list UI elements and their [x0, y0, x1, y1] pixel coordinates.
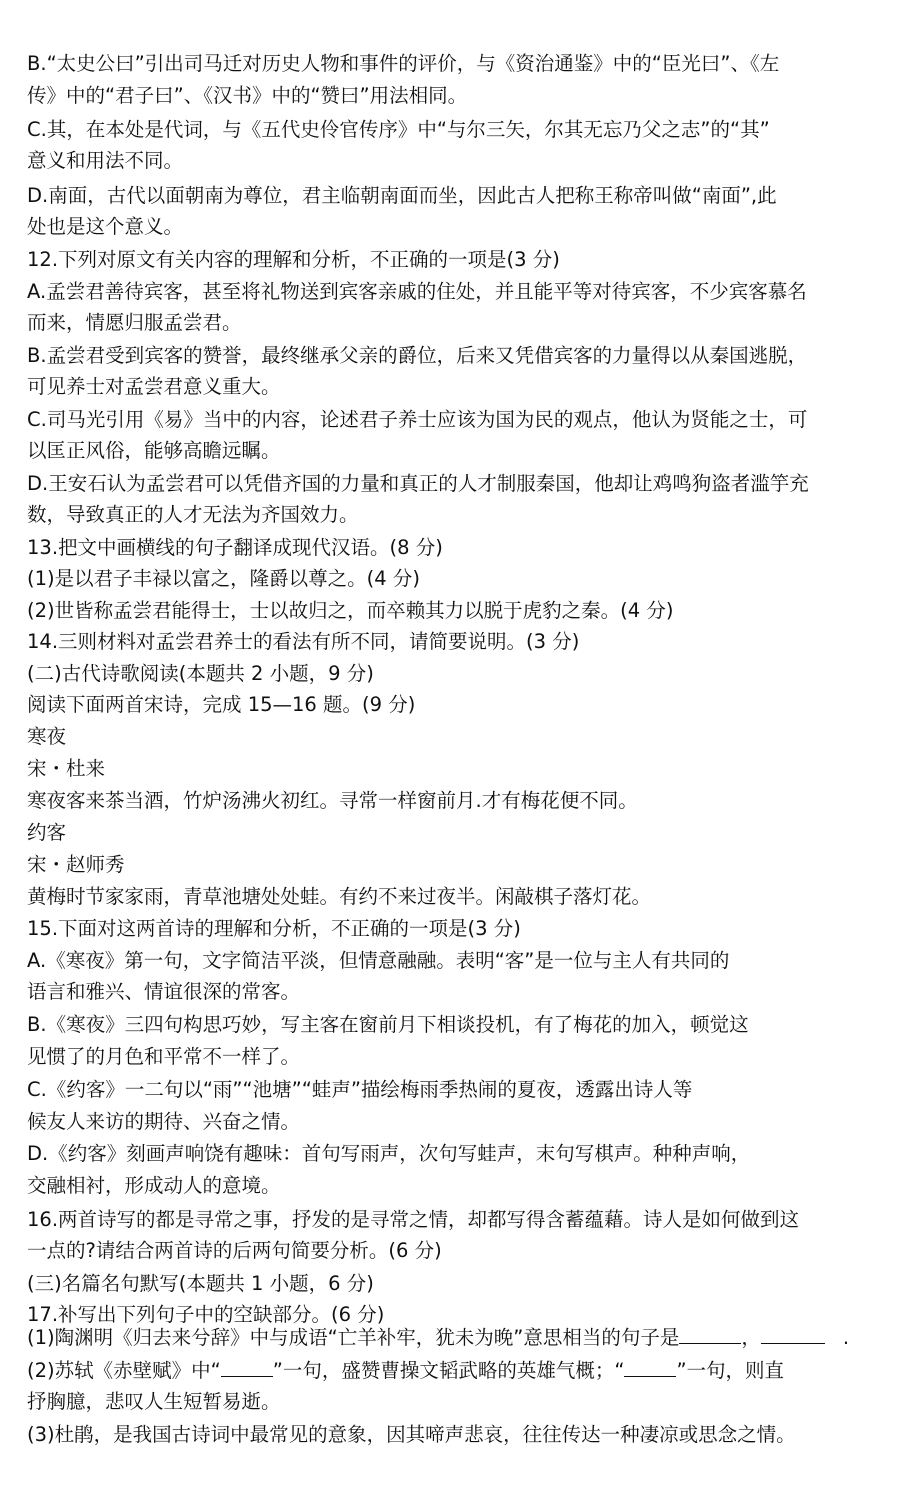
- q17-2-part1: (2)苏轼《赤壁赋》中“: [27, 1359, 221, 1382]
- text-line: 17.补写出下列句子中的空缺部分。(6 分): [27, 1303, 385, 1326]
- text-line: 意义和用法不同。: [27, 149, 184, 172]
- text-line: 候友人来访的期待、兴奋之情。: [27, 1110, 301, 1133]
- text-line: 交融相衬，形成动人的意境。: [27, 1174, 281, 1197]
- text-line: 可见养士对孟尝君意义重大。: [27, 375, 281, 398]
- q17-1-separator: ，: [741, 1326, 761, 1349]
- text-line: B.“太史公曰”引出司马迁对历史人物和事件的评价，与《资治通鉴》中的“臣光曰”、《左: [27, 52, 780, 75]
- text-line: 黄梅时节家家雨，青草池塘处处蛙。有约不来过夜半。闲敲棋子落灯花。: [27, 885, 652, 908]
- text-line: 以匡正风俗，能够高瞻远瞩。: [27, 439, 281, 462]
- text-line: (三)名篇名句默写(本题共 1 小题，6 分): [27, 1272, 374, 1295]
- text-line: D.王安石认为孟尝君可以凭借齐国的力量和真正的人才制服秦国，他却让鸡鸣狗盗者滥竽充: [27, 472, 809, 495]
- text-line: 寒夜客来茶当酒，竹炉汤沸火初红。寻常一样窗前月.才有梅花便不同。: [27, 789, 638, 812]
- q17-2-part3: ”一句，则直: [676, 1359, 785, 1382]
- text-line: 一点的?请结合两首诗的后两句简要分析。(6 分): [27, 1239, 442, 1262]
- answer-blank[interactable]: [761, 1323, 825, 1344]
- text-line: 见惯了的月色和平常不一样了。: [27, 1045, 301, 1068]
- text-line: 而来，情愿归服孟尝君。: [27, 311, 242, 334]
- text-line: 处也是这个意义。: [27, 215, 184, 238]
- q17-2-line2: 抒胸臆，悲叹人生短暂易逝。: [27, 1390, 281, 1413]
- text-line: (2)世皆称孟尝君能得士，士以故归之，而卒赖其力以脱于虎豹之秦。(4 分): [27, 599, 674, 622]
- q17-1-line: [27, 1322, 878, 1353]
- text-line: 数，导致真正的人才无法为齐国效力。: [27, 503, 359, 526]
- text-line: 语言和雅兴、情谊很深的常客。: [27, 980, 301, 1003]
- answer-blank[interactable]: [221, 1356, 273, 1377]
- text-line: D.《约客》刻画声响饶有趣味：首句写雨声，次句写蛙声，末句写棋声。种种声响，: [27, 1142, 751, 1165]
- text-line: C.《约客》一二句以“雨”“池塘”“蛙声”描绘梅雨季热闹的夏夜，透露出诗人等: [27, 1078, 693, 1101]
- text-line: B.孟尝君受到宾客的赞誉，最终继承父亲的爵位，后来又凭借宾客的力量得以从秦国逃脱，: [27, 344, 808, 367]
- q17-2-part2: ”一句，盛赞曹操文韬武略的英雄气概；“: [272, 1359, 625, 1382]
- text-line: 14.三则材料对孟尝君养士的看法有所不同，请简要说明。(3 分): [27, 630, 580, 653]
- text-line: 约客: [27, 821, 67, 844]
- text-line: D.南面，古代以面朝南为尊位，君主临朝南面而坐，因此古人把称王称帝叫做“南面”,此: [27, 184, 777, 207]
- text-line: (1)是以君子丰禄以富之，隆爵以尊之。(4 分): [27, 567, 420, 590]
- text-line: A.《寒夜》第一句，文字简洁平淡，但情意融融。表明“客”是一位与主人有共同的: [27, 949, 730, 972]
- text-line: 传》中的“君子曰”、《汉书》中的“赞曰”用法相同。: [27, 84, 468, 107]
- text-line: 16.两首诗写的都是寻常之事，抒发的是寻常之情，却都写得含蓄蕴藉。诗人是如何做到这: [27, 1208, 800, 1231]
- text-line: 12.下列对原文有关内容的理解和分析，不正确的一项是(3 分): [27, 248, 560, 271]
- text-line: 宋・赵师秀: [27, 853, 125, 876]
- text-line: 13.把文中画横线的句子翻译成现代汉语。(8 分): [27, 536, 443, 559]
- text-line: 宋・杜来: [27, 757, 106, 780]
- q17-3-line: (3)杜鹃，是我国古诗词中最常见的意象，因其啼声悲哀，往往传达一种凄凉或思念之情。: [27, 1423, 796, 1446]
- text-line: A.孟尝君善待宾客，甚至将礼物送到宾客亲戚的住处，并且能平等对待宾客，不少宾客慕名: [27, 280, 807, 303]
- answer-blank[interactable]: [624, 1356, 676, 1377]
- text-line: C.其，在本处是代词，与《五代史伶官传序》中“与尔三矢，尔其无忘乃父之志”的“其”: [27, 118, 770, 141]
- text-line: B.《寒夜》三四句构思巧妙，写主客在窗前月下相谈投机，有了梅花的加入，顿觉这: [27, 1013, 749, 1036]
- text-line: C.司马光引用《易》当中的内容，论述君子养士应该为国为民的观点，他认为贤能之士，可: [27, 408, 808, 431]
- q17-2-line: [27, 1355, 878, 1386]
- text-line: 15.下面对这两首诗的理解和分析，不正确的一项是(3 分): [27, 917, 521, 940]
- text-line: 阅读下面两首宋诗，完成 15—16 题。(9 分): [27, 693, 416, 716]
- q17-1-text: (1)陶渊明《归去来兮辞》中与成语“亡羊补牢，犹未为晚”意思相当的句子是: [27, 1326, 680, 1349]
- text-line: (二)古代诗歌阅读(本题共 2 小题，9 分): [27, 662, 374, 685]
- answer-blank[interactable]: [679, 1323, 741, 1344]
- q17-1-end: .: [842, 1326, 850, 1349]
- text-line: 寒夜: [27, 725, 67, 748]
